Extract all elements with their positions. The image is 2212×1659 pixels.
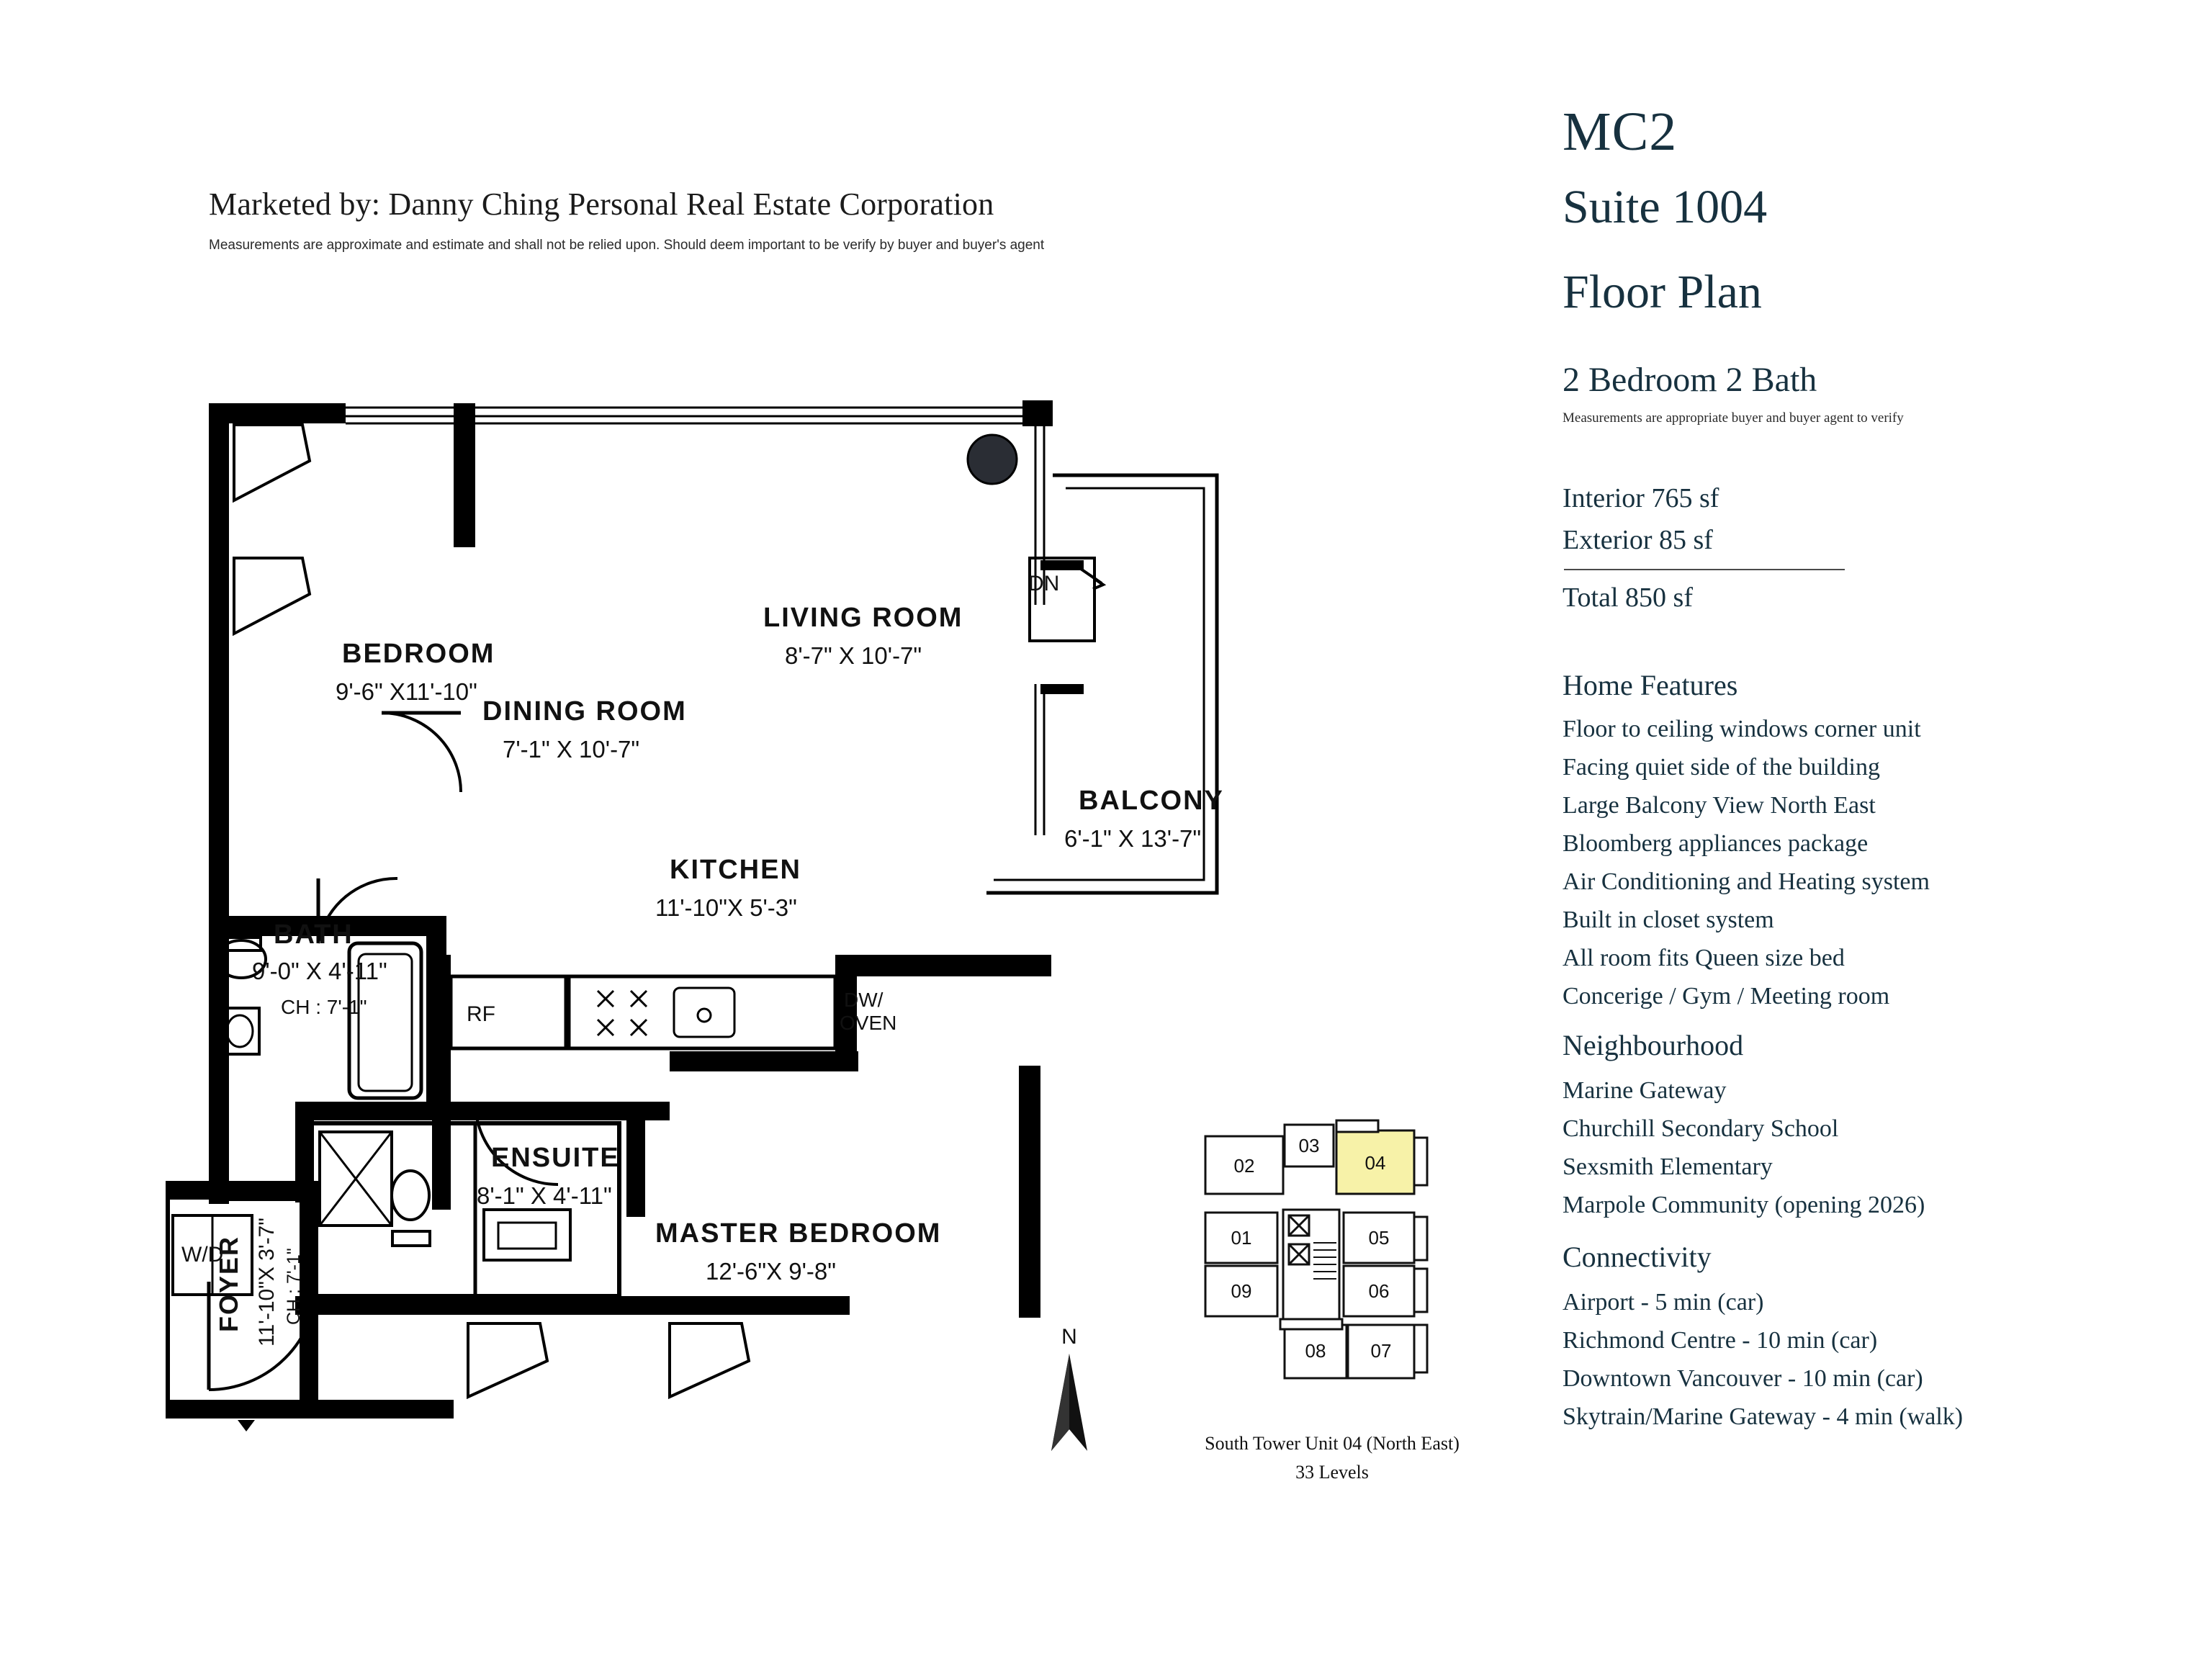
- bed-bath-count: 2 Bedroom 2 Bath: [1563, 361, 1817, 399]
- area-total: Total 850 sf: [1563, 583, 1693, 613]
- neighbourhood-item: Sexsmith Elementary: [1563, 1154, 1773, 1180]
- home-feature-item: Large Balcony View North East: [1563, 792, 1876, 819]
- annotation-stair-down: DN: [1028, 572, 1060, 595]
- room-label-kitchen: KITCHEN: [670, 855, 801, 885]
- room-label-ensuite: ENSUITE: [491, 1143, 620, 1173]
- home-feature-item: All room fits Queen size bed: [1563, 945, 1845, 971]
- north-arrow: [1037, 1325, 1102, 1462]
- home-feature-item: Floor to ceiling windows corner unit: [1563, 716, 1921, 742]
- annotation-dw-oven-1: DW/: [844, 989, 884, 1011]
- room-dims-living-room: 8'-7" X 10'-7": [785, 642, 922, 669]
- marketed-by-heading: Marketed by: Danny Ching Personal Real Estate Corporation: [209, 186, 994, 222]
- home-feature-item: Air Conditioning and Heating system: [1563, 868, 1930, 895]
- area-exterior: Exterior 85 sf: [1563, 525, 1713, 555]
- room-label-bedroom: BEDROOM: [342, 639, 495, 669]
- keyplan-unit-09[interactable]: 09: [1231, 1280, 1252, 1302]
- north-label: N: [1061, 1325, 1077, 1349]
- keyplan-unit-06[interactable]: 06: [1368, 1280, 1390, 1302]
- room-label-foyer: FOYER: [214, 1235, 243, 1332]
- connectivity-item: Richmond Centre - 10 min (car): [1563, 1327, 1878, 1354]
- keyplan-caption: South Tower Unit 04 (North East): [1205, 1433, 1460, 1454]
- connectivity-item: Skytrain/Marine Gateway - 4 min (walk): [1563, 1403, 1964, 1430]
- room-dims-bedroom: 9'-6" X11'-10": [336, 678, 477, 705]
- room-dims-dining-room: 7'-1" X 10'-7": [503, 736, 640, 763]
- room-dims-balcony: 6'-1" X 13'-7": [1064, 825, 1202, 852]
- neighbourhood-item: Churchill Secondary School: [1563, 1115, 1839, 1142]
- keyplan-unit-04[interactable]: 04: [1364, 1152, 1386, 1174]
- room-dims-ensuite: 8'-1" X 4'-11": [477, 1182, 612, 1209]
- room-ceiling-bath: CH : 7'-1": [281, 996, 367, 1018]
- neighbourhood-item: Marine Gateway: [1563, 1077, 1727, 1104]
- home-features-title: Home Features: [1563, 669, 1738, 701]
- keyplan-levels: 33 Levels: [1295, 1462, 1369, 1483]
- home-feature-item: Concerige / Gym / Meeting room: [1563, 983, 1890, 1010]
- home-feature-item: Bloomberg appliances package: [1563, 830, 1869, 857]
- room-label-dining-room: DINING ROOM: [482, 696, 687, 727]
- home-feature-item: Built in closet system: [1563, 907, 1774, 933]
- keyplan-unit-01[interactable]: 01: [1231, 1227, 1252, 1249]
- room-label-bath: BATH: [274, 920, 354, 950]
- annotation-fridge: RF: [467, 1002, 495, 1026]
- neighbourhood-item: Marpole Community (opening 2026): [1563, 1192, 1925, 1218]
- room-dims-kitchen: 11'-10"X 5'-3": [655, 894, 797, 921]
- room-label-master-bedroom: MASTER BEDROOM: [655, 1218, 942, 1249]
- connectivity-item: Airport - 5 min (car): [1563, 1289, 1764, 1316]
- connectivity-title: Connectivity: [1563, 1241, 1712, 1273]
- neighbourhood-title: Neighbourhood: [1563, 1029, 1744, 1061]
- verify-note: Measurements are appropriate buyer and buyer agent to verify: [1563, 410, 1904, 426]
- keyplan-unit-05[interactable]: 05: [1368, 1227, 1390, 1249]
- left-disclaimer: Measurements are approximate and estimate and shall not be relied upon. Should deem important to be verify by buyer and buyer's agent: [209, 238, 1045, 253]
- room-dims-foyer: 11'-10"X 3'-7": [255, 1218, 279, 1346]
- keyplan-unit-03[interactable]: 03: [1298, 1135, 1320, 1156]
- room-dims-bath: 9'-0" X 4'-11": [252, 958, 387, 984]
- room-dims-master-bedroom: 12'-6"X 9'-8": [706, 1258, 836, 1285]
- building-name: MC2: [1563, 102, 1678, 162]
- annotation-dw-oven-2: OVEN: [840, 1012, 897, 1034]
- area-divider: [1564, 569, 1845, 570]
- room-label-living-room: LIVING ROOM: [763, 603, 963, 633]
- keyplan-unit-02[interactable]: 02: [1233, 1155, 1255, 1177]
- annotation-washer-dryer: W/D: [181, 1243, 224, 1267]
- keyplan-unit-08[interactable]: 08: [1305, 1340, 1326, 1362]
- area-interior: Interior 765 sf: [1563, 483, 1719, 513]
- home-feature-item: Facing quiet side of the building: [1563, 754, 1880, 781]
- room-label-balcony: BALCONY: [1079, 786, 1224, 816]
- room-ceiling-foyer: CH : 7'-1": [284, 1248, 304, 1325]
- key-plan: [1195, 1109, 1469, 1411]
- connectivity-item: Downtown Vancouver - 10 min (car): [1563, 1365, 1923, 1392]
- suite-number: Suite 1004: [1563, 181, 1768, 233]
- plan-title: Floor Plan: [1563, 266, 1762, 318]
- keyplan-unit-07[interactable]: 07: [1370, 1340, 1392, 1362]
